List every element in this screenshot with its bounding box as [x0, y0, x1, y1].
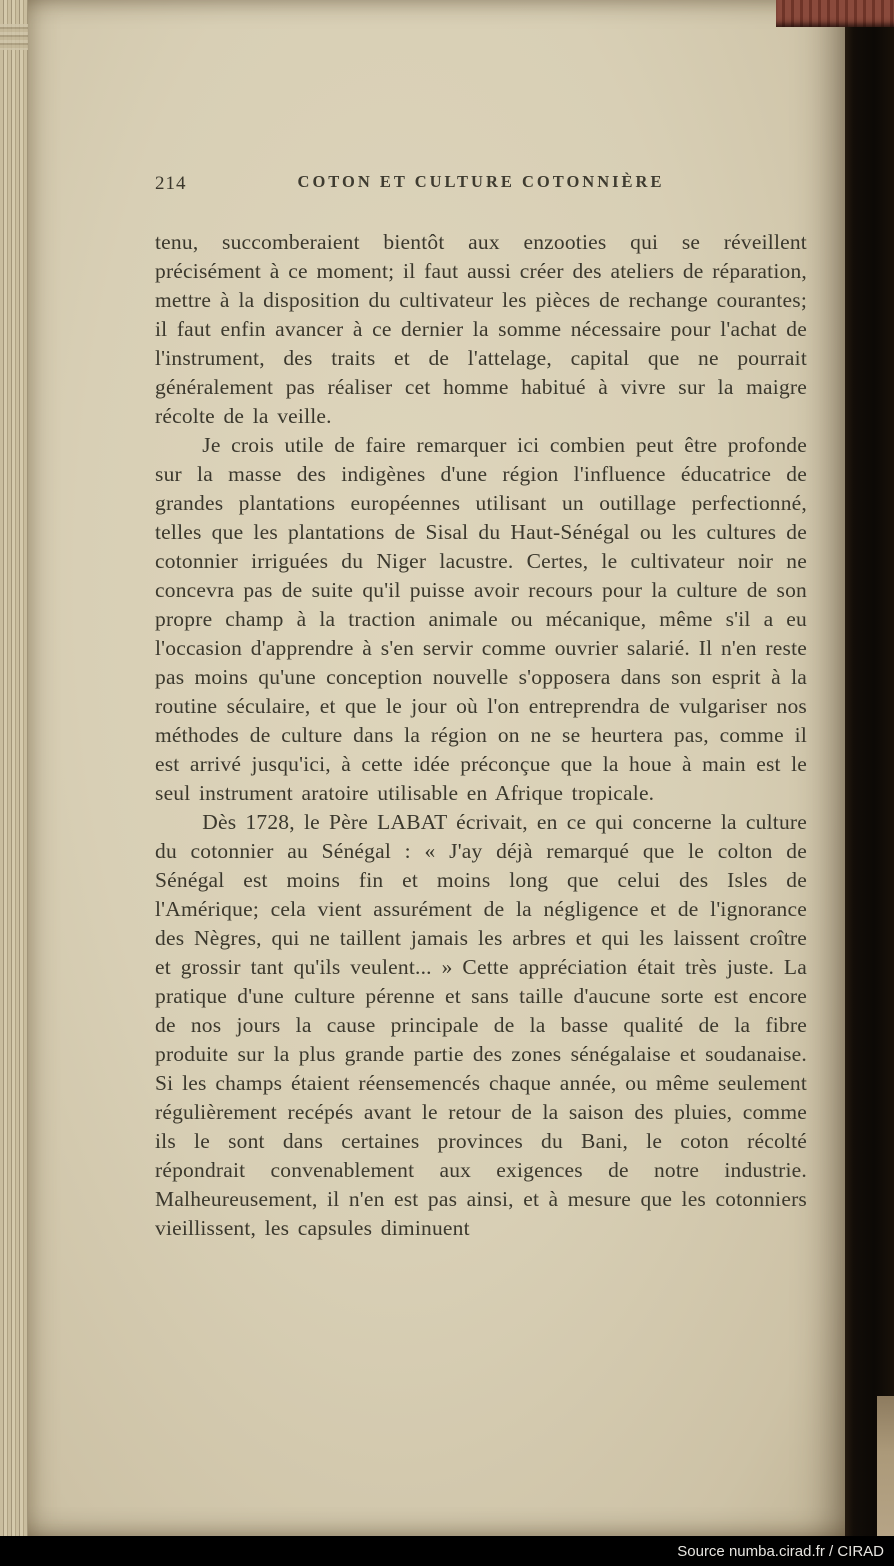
page-number: 214 [155, 173, 187, 194]
book-page [28, 0, 846, 1536]
paragraph-1: tenu, succomberaient bientôt aux enzooties qui se réveillent précisément à ce moment; il faut aussi créer des ateliers de réparation, mettre à la disposition du cultivateur les pièces de rechange courantes; il faut enfin avancer à ce dernier la somme nécessaire pour l'achat de l'instrument, des traits et de l'attelage, capital que ne pourrait généralement pas réaliser cet homme habitué à vivre sur la maigre récolte de la veille. [155, 230, 807, 428]
source-bar [0, 1536, 894, 1566]
book-fore-edge [845, 0, 894, 1536]
page-body [155, 228, 807, 1243]
running-title: COTON ET CULTURE COTONNIÈRE [297, 172, 665, 191]
book-headband [776, 0, 894, 27]
paragraph-2: Je crois utile de faire remarquer ici combien peut être profonde sur la masse des indigènes d'une région l'influence éducatrice de grandes plantations européennes utilisant un outillage perfectionné, telles que les plantations de Sisal du Haut-Sénégal ou les cultures de cotonnier irriguées du Niger lacustre. Certes, le cultivateur noir ne concevra pas de suite qu'il puisse avoir recours pour la culture de son propre champ à la traction animale ou mécanique, même s'il a eu l'occasion d'apprendre à s'en servir comme ouvrier salarié. Il n'en reste pas moins qu'une conception nouvelle s'opposera dans son esprit à la routine séculaire, et que le jour où l'on entreprendra de vulgariser nos méthodes de culture dans la région on ne se heurtera pas, comme il est arrivé jusqu'ici, à cette idée préconçue que la houe à main est le seul instrument aratoire utilisable en Afrique tropicale. [155, 433, 807, 805]
page-edge-sliver [877, 1396, 894, 1536]
paragraph-3: Dès 1728, le Père LABAT écrivait, en ce qui concerne la culture du cotonnier au Sénégal : « J'ay déjà remarqué que le colton de Sénégal est moins fin et moins long que celui des Isles de l'Amérique; cela vient assurément de la négligence et de l'ignorance des Nègres, qui ne taillent jamais les arbres et qui les laissent croître et grossir tant qu'ils veulent... » Cette appréciation était très juste. La pratique d'une culture pérenne et sans taille d'aucune sorte est encore de nos jours la cause principale de la basse qualité de la fibre produite sur la plus grande partie des zones sénégalaise et soudanaise. Si les champs étaient réensemencés chaque année, ou même seulement régulièrement recépés avant le retour de la saison des pluies, comme ils le sont dans certaines provinces du Bani, le coton récolté répondrait convenablement aux exigences de notre industrie. Malheureusement, il n'en est pas ainsi, et à mesure que les cotonniers vieillissent, les capsules diminuent [155, 810, 807, 1240]
source-attribution: Source numba.cirad.fr / CIRAD [677, 1542, 884, 1560]
page-header [155, 172, 807, 198]
page-content [155, 172, 807, 1243]
